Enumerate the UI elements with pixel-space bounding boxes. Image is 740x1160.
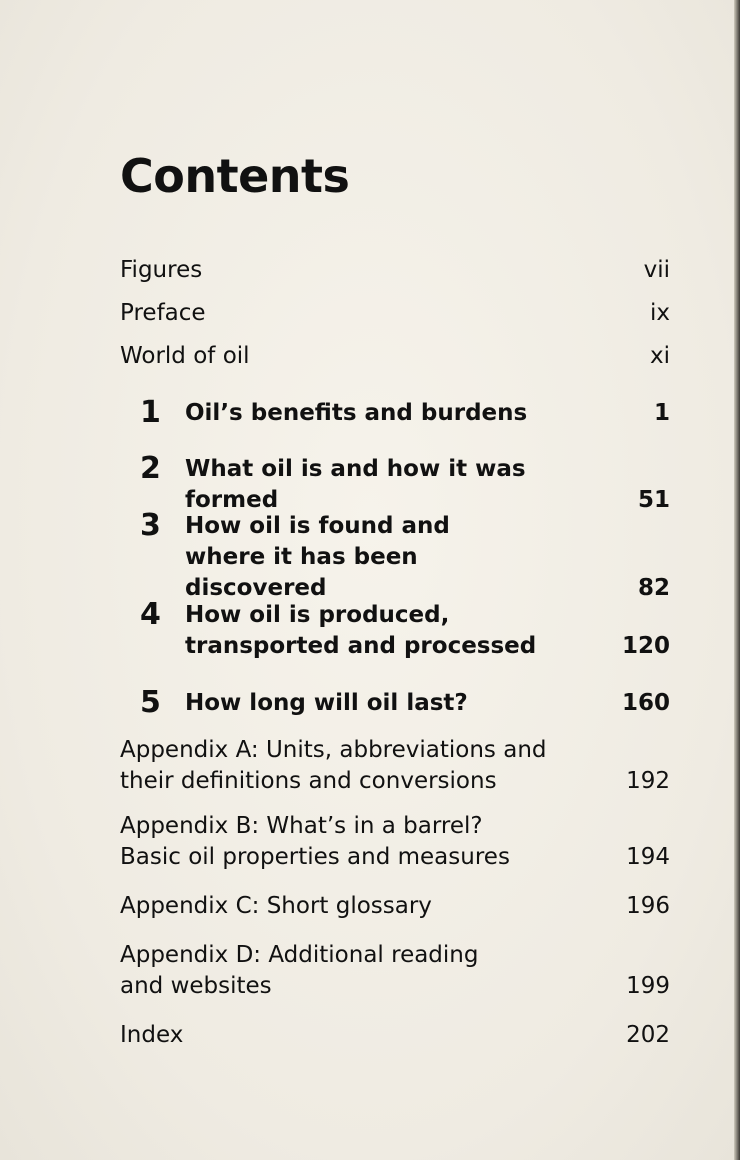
toc-entry-label: Appendix B: What’s in a barrel? Basic oil properties and measures (120, 813, 510, 870)
toc-entry-figures[interactable] (120, 255, 670, 286)
toc-chapter-2[interactable] (140, 451, 670, 516)
toc-entry-appendix-a[interactable] (120, 735, 670, 797)
toc-entry-page: xi (649, 343, 670, 369)
chapter-title: What oil is and how it was formed (185, 456, 526, 513)
toc-chapter-4[interactable] (140, 597, 670, 662)
toc-entry-appendix-d[interactable] (120, 940, 670, 1002)
contents-heading: Contents (120, 149, 350, 203)
toc-entry-label: Appendix C: Short glossary (120, 893, 432, 919)
toc-chapter-5[interactable] (140, 685, 670, 720)
toc-entry-page: 192 (626, 768, 670, 794)
toc-entry-label: World of oil (120, 343, 250, 369)
toc-entry-label: Figures (120, 257, 203, 283)
toc-entry-page: 196 (626, 893, 670, 919)
chapter-title: How oil is produced, transported and processed (185, 602, 537, 659)
toc-entry-page: vii (643, 257, 670, 283)
chapter-page: 1 (653, 400, 670, 426)
toc-chapter-3[interactable] (140, 508, 670, 604)
chapter-title: How oil is found and where it has been discovered (185, 513, 450, 601)
chapter-number: 4 (140, 597, 161, 632)
toc-entry-page: ix (649, 300, 670, 326)
toc-entry-world-of-oil[interactable] (120, 341, 670, 372)
chapter-number: 5 (140, 685, 161, 720)
toc-entry-appendix-c[interactable] (120, 891, 670, 922)
chapter-title: Oil’s benefits and burdens (185, 400, 528, 426)
toc-chapter-1[interactable] (140, 395, 670, 430)
toc-entry-index[interactable] (120, 1020, 670, 1051)
toc-entry-preface[interactable] (120, 298, 670, 329)
chapter-page: 120 (621, 633, 670, 659)
chapter-page: 82 (637, 575, 670, 601)
chapter-number: 1 (140, 395, 161, 430)
chapter-page: 51 (637, 487, 670, 513)
chapter-number: 3 (140, 508, 161, 543)
chapter-title: How long will oil last? (185, 690, 468, 716)
chapter-page: 160 (621, 690, 670, 716)
toc-entry-page: 199 (626, 973, 670, 999)
toc-entry-label: Appendix A: Units, abbreviations and their definitions and conversions (120, 737, 547, 794)
toc-entry-label: Index (120, 1022, 184, 1048)
chapter-number: 2 (140, 451, 161, 486)
toc-entry-page: 202 (626, 1022, 670, 1048)
toc-entry-label: Appendix D: Additional reading and websites (120, 942, 479, 999)
toc-entry-page: 194 (626, 844, 670, 870)
toc-entry-label: Preface (120, 300, 206, 326)
toc-entry-appendix-b[interactable] (120, 811, 670, 873)
